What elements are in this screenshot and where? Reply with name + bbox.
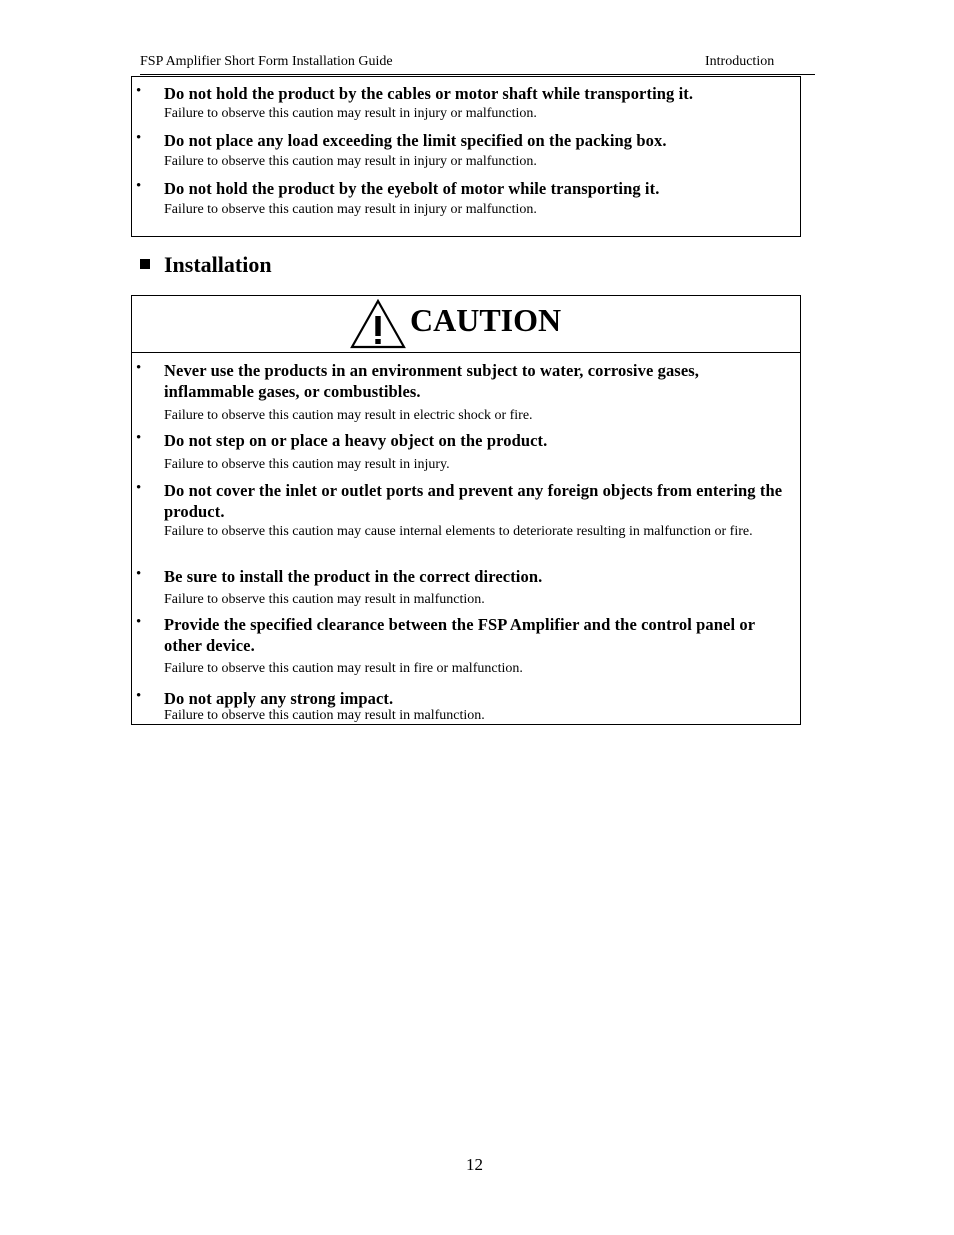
bullet: • — [136, 178, 142, 194]
bullet: • — [136, 430, 142, 446]
caution-header — [132, 296, 800, 353]
caution-item-note: Failure to observe this caution may result in injury. — [164, 457, 450, 472]
bullet: • — [136, 130, 142, 146]
caution-item-note: Failure to observe this caution may result in injury or malfunction. — [164, 154, 537, 169]
transport-caution-box — [131, 76, 801, 237]
caution-item-title: Do not apply any strong impact. — [164, 689, 394, 708]
caution-item-title: Provide the specified clearance between the FSP Amplifier and the control panel or other device. — [164, 615, 755, 655]
header-section-name: Introduction — [705, 54, 775, 69]
page-number: 12 — [466, 1155, 483, 1174]
bullet: • — [136, 360, 142, 376]
caution-item-title: Do not hold the product by the cables or motor shaft while transporting it. — [164, 84, 694, 103]
bullet: • — [136, 566, 142, 582]
warning-triangle-icon — [350, 299, 406, 349]
caution-label: CAUTION — [410, 302, 562, 338]
caution-item-note: Failure to observe this caution may cause internal elements to deteriorate resulting in malfunction or fire. — [164, 524, 753, 539]
page-header — [140, 54, 815, 75]
header-document-title: FSP Amplifier Short Form Installation Guide — [140, 54, 393, 69]
caution-item-note: Failure to observe this caution may result in injury or malfunction. — [164, 106, 537, 121]
square-bullet-icon — [140, 259, 150, 269]
section-heading-installation — [140, 252, 272, 278]
caution-item-title: Do not hold the product by the eyebolt of motor while transporting it. — [164, 179, 660, 198]
caution-item-note: Failure to observe this caution may result in injury or malfunction. — [164, 202, 537, 217]
bullet: • — [136, 614, 142, 630]
caution-item-note: Failure to observe this caution may result in malfunction. — [164, 592, 485, 607]
caution-item-title: Do not step on or place a heavy object on the product. — [164, 431, 548, 450]
caution-item-note: Failure to observe this caution may result in electric shock or fire. — [164, 408, 533, 423]
caution-item-title: Be sure to install the product in the correct direction. — [164, 567, 543, 586]
bullet: • — [136, 688, 142, 704]
caution-item-note: Failure to observe this caution may result in fire or malfunction. — [164, 661, 523, 676]
caution-item-note: Failure to observe this caution may result in malfunction. — [164, 708, 485, 723]
caution-item-title: Never use the products in an environment subject to water, corrosive gases, inflammable gases, or combustibles. — [164, 361, 699, 401]
installation-caution-box — [131, 295, 801, 725]
caution-item-title: Do not cover the inlet or outlet ports and prevent any foreign objects from entering the product. — [164, 481, 783, 521]
section-heading-text: Installation — [164, 252, 272, 277]
bullet: • — [136, 480, 142, 496]
caution-item-title: Do not place any load exceeding the limit specified on the packing box. — [164, 131, 667, 150]
bullet: • — [136, 83, 142, 99]
